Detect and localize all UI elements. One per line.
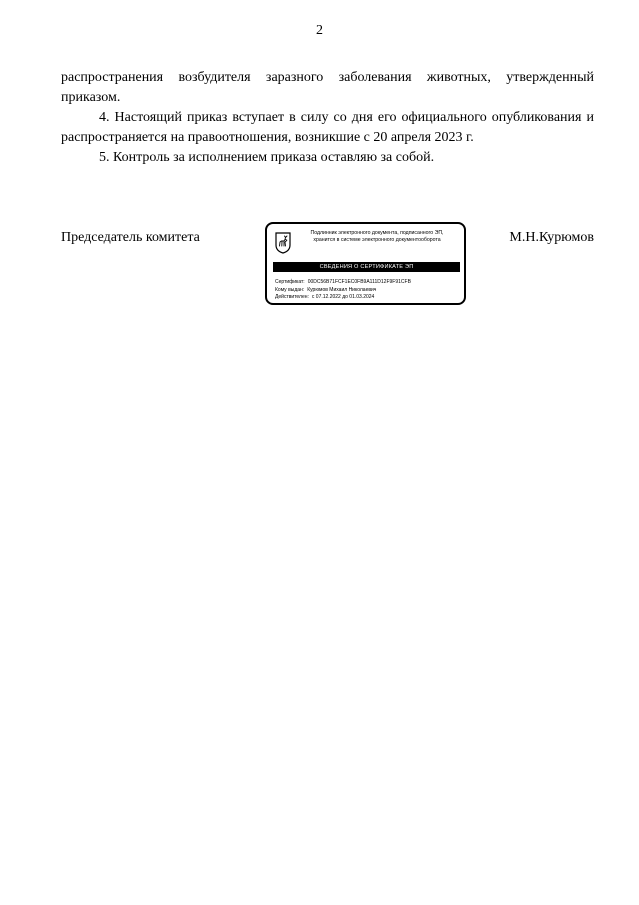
valid-label: Действителен: (275, 294, 309, 300)
issued-to-value: Курюмов Михаил Николаевич (307, 286, 377, 293)
stamp-header-line-2: хранится в системе электронного документооборота (313, 237, 441, 243)
stamp-issued-to-row (275, 287, 463, 295)
stamp-header (295, 230, 459, 244)
stamp-header-line-1: Подлинник электронного документа, подписанного ЭП, (310, 230, 444, 236)
document-body (61, 68, 594, 168)
body-paragraph-1: распространения возбудителя заразного заболевания животных, утвержденный приказом. (61, 70, 594, 105)
body-paragraph-2: 4. Настоящий приказ вступает в силу со дня его официального опубликования и распространяется на правоотношения, возникшие с 20 апреля 2023 г. (61, 110, 594, 145)
stamp-certificate-bar: СВЕДЕНИЯ О СЕРТИФИКАТЕ ЭП (273, 262, 460, 272)
certificate-label: Сертификат: (275, 279, 305, 285)
issued-to-label: Кому выдан: (275, 286, 305, 293)
body-paragraph-3: 5. Контроль за исполнением приказа оставляю за собой. (99, 150, 435, 165)
valid-value: с 07.12.2022 до 01.03.2024 (311, 294, 375, 300)
signatory-name: М.Н.Курюмов (509, 230, 594, 245)
electronic-signature-stamp (265, 222, 466, 305)
deer-coat-of-arms-icon (275, 232, 291, 254)
stamp-certificate-row (275, 279, 463, 287)
stamp-valid-row (275, 294, 463, 302)
stamp-details (275, 279, 463, 302)
page-number: 2 (316, 23, 323, 38)
certificate-value: 00DC56B71FCF1EC0FB9A111D12F9F91CFB (307, 279, 411, 285)
signature-title: Председатель комитета (61, 230, 200, 245)
